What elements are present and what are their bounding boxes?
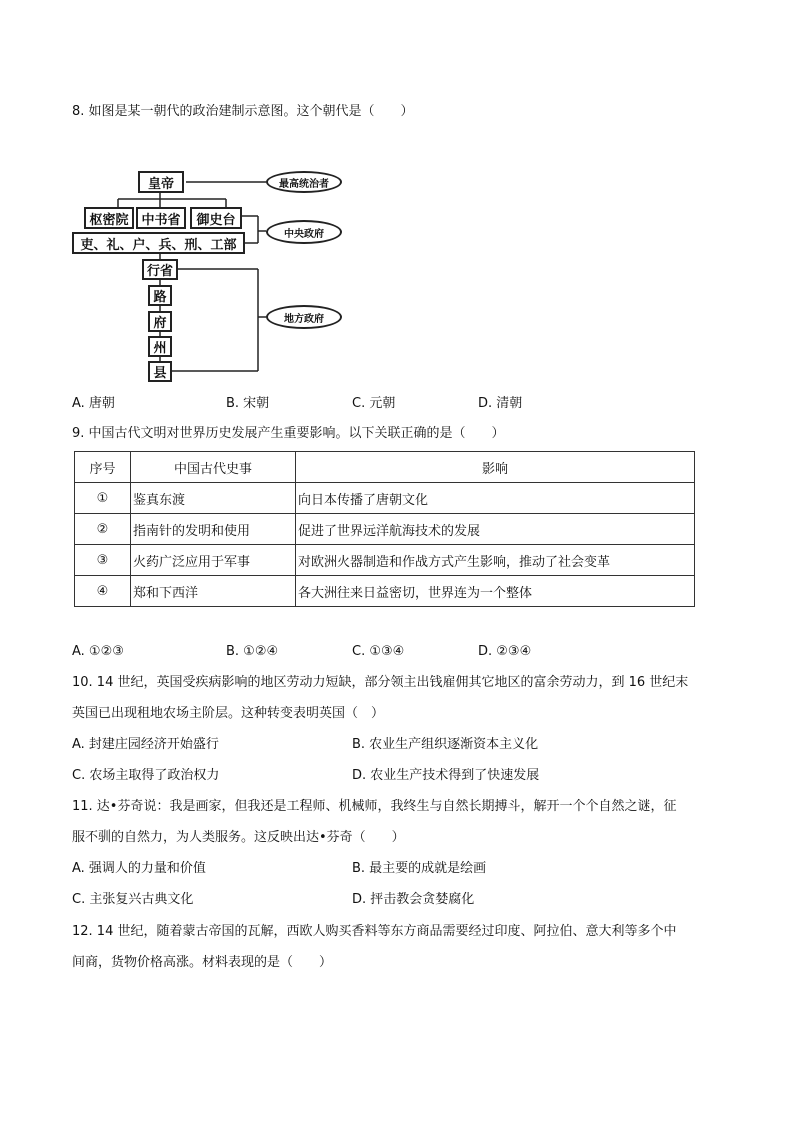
q10-stem-line2: 英国已出现租地农场主阶层。这种转变表明英国（ ） <box>72 706 385 721</box>
q11-stem-line2: 服不驯的自然力，为人类服务。这反映出达•芬奇（ ） <box>72 830 405 845</box>
table-row <box>75 576 695 607</box>
q8-option-c: C. 元朝 <box>352 396 396 411</box>
q9-option-c: C. ①③④ <box>352 644 405 659</box>
q8-option-b: B. 宋朝 <box>226 396 270 411</box>
q11-option-b: B. 最主要的成就是绘画 <box>352 861 487 876</box>
row-impact: 各大洲往来日益密切，世界连为一个整体 <box>296 576 695 607</box>
header-impact: 影响 <box>296 452 695 483</box>
central-government-ellipse: 中央政府 <box>266 220 342 244</box>
table-row <box>75 545 695 576</box>
header-index: 序号 <box>75 452 131 483</box>
q9-option-a: A. ①②③ <box>72 644 124 659</box>
row-index: ③ <box>75 545 131 576</box>
row-event: 指南针的发明和使用 <box>131 514 296 545</box>
q9-option-b: B. ①②④ <box>226 644 279 659</box>
yushi-box: 御史台 <box>190 207 242 229</box>
zhou-box: 州 <box>148 336 172 357</box>
row-index: ① <box>75 483 131 514</box>
q10-option-b: B. 农业生产组织逐渐资本主义化 <box>352 737 539 752</box>
q11-option-d: D. 抨击教会贪婪腐化 <box>352 892 475 907</box>
q10-option-d: D. 农业生产技术得到了快速发展 <box>352 768 540 783</box>
row-event: 火药广泛应用于军事 <box>131 545 296 576</box>
row-impact: 向日本传播了唐朝文化 <box>296 483 695 514</box>
table-row <box>75 483 695 514</box>
row-event: 郑和下西洋 <box>131 576 296 607</box>
row-impact: 对欧洲火器制造和作战方式产生影响，推动了社会变革 <box>296 545 695 576</box>
q10-option-a: A. 封建庄园经济开始盛行 <box>72 737 219 752</box>
q10-option-c: C. 农场主取得了政治权力 <box>72 768 220 783</box>
q11-stem-line1: 11. 达•芬奇说：我是画家，但我还是工程师、机械师，我终生与自然长期搏斗，解开一个个自然之谜，征 <box>72 799 677 814</box>
row-impact: 促进了世界远洋航海技术的发展 <box>296 514 695 545</box>
supreme-ruler-ellipse: 最高统治者 <box>266 171 342 193</box>
zhongshu-box: 中书省 <box>136 207 186 229</box>
q10-stem-line1: 10. 14 世纪，英国受疾病影响的地区劳动力短缺，部分领主出钱雇佣其它地区的富余劳动力，到 16 世纪末 <box>72 675 689 690</box>
emperor-box: 皇帝 <box>138 171 184 193</box>
q11-option-a: A. 强调人的力量和价值 <box>72 861 206 876</box>
q8-option-a: A. 唐朝 <box>72 396 115 411</box>
local-government-ellipse: 地方政府 <box>266 305 342 329</box>
q8-stem: 8. 如图是某一朝代的政治建制示意图。这个朝代是（ ） <box>72 104 414 119</box>
fu-box: 府 <box>148 311 172 332</box>
row-index: ② <box>75 514 131 545</box>
q9-stem: 9. 中国古代文明对世界历史发展产生重要影响。以下关联正确的是（ ） <box>72 426 505 441</box>
xingsheng-box: 行省 <box>142 259 178 280</box>
six-ministries-box: 吏、礼、户、兵、刑、工部 <box>72 232 245 254</box>
q12-stem-line1: 12. 14 世纪，随着蒙古帝国的瓦解，西欧人购买香料等东方商品需要经过印度、阿拉伯、意大利等多个中 <box>72 924 677 939</box>
row-event: 鉴真东渡 <box>131 483 296 514</box>
q11-option-c: C. 主张复兴古典文化 <box>72 892 194 907</box>
row-index: ④ <box>75 576 131 607</box>
xian-box: 县 <box>148 361 172 382</box>
q9-option-d: D. ②③④ <box>478 644 532 659</box>
q8-option-d: D. 清朝 <box>478 396 523 411</box>
table-header-row <box>75 452 695 483</box>
history-table <box>74 451 695 607</box>
lu-box: 路 <box>148 285 172 306</box>
shumi-box: 枢密院 <box>84 207 134 229</box>
q12-stem-line2: 间商，货物价格高涨。材料表现的是（ ） <box>72 955 333 970</box>
diagram-connectors <box>0 0 794 400</box>
table-row <box>75 514 695 545</box>
header-event: 中国古代史事 <box>131 452 296 483</box>
